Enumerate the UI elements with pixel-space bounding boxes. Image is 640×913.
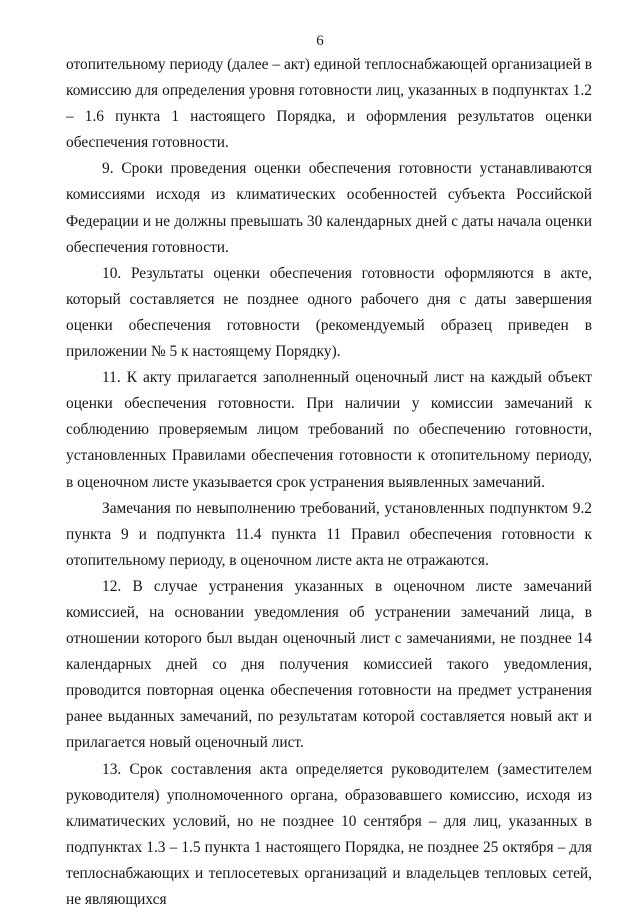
page-number: 6 <box>316 33 324 49</box>
paragraph-continuation: отопительному периоду (далее – акт) единой теплоснабжающей организацией в комиссию для определения уровня готовности лиц, указанных в подпунктах 1.2 – 1.6 пункта 1 настоящего Порядка, и оформления результатов оценки обеспечения готовности. <box>66 56 592 152</box>
paragraph-12: 12. В случае устранения указанных в оценочном листе замечаний комиссией, на основании уведомления об устранении замечаний лица, в отношении которого был выдан оценочный лист с замечаниями, не позднее 14 календарных дней со дня получения комиссией такого уведомления, проводится повторная оценка обеспечения готовности на предмет устранения ранее выданных замечаний, по результатам которой составляется новый акт и прилагается новый оценочный лист. <box>66 577 592 752</box>
document-body <box>66 52 592 913</box>
paragraph-11-note: Замечания по невыполнению требований, установленных подпунктом 9.2 пункта 9 и подпункта 11.4 пункта 11 Правил обеспечения готовности к отопительному периоду, в оценочном листе акта не отражаются. <box>66 499 592 569</box>
paragraph-9: 9. Сроки проведения оценки обеспечения готовности устанавливаются комиссиями исходя из климатических особенностей субъекта Российской Федерации и не должны превышать 30 календарных дней с даты начала оценки обеспечения готовности. <box>66 160 592 256</box>
paragraph-13: 13. Срок составления акта определяется руководителем (заместителем руководителя) уполномоченного органа, образовавшего комиссию, исходя из климатических условий, но не позднее 10 сентября – для лиц, указанных в подпунктах 1.3 – 1.5 пункта 1 настоящего Порядка, не позднее 25 октября – для теплоснабжающих и теплосетевых организаций и владельцев тепловых сетей, не являющихся <box>66 760 592 908</box>
paragraph-11: 11. К акту прилагается заполненный оценочный лист на каждый объект оценки обеспечения готовности. При наличии у комиссии замечаний к соблюдению проверяемым лицом требований по обеспечению готовности, установленных Правилами обеспечения готовности к отопительному периоду, в оценочном листе указывается срок устранения выявленных замечаний. <box>66 369 592 491</box>
paragraph-10: 10. Результаты оценки обеспечения готовности оформляются в акте, который составляется не позднее одного рабочего дня с даты завершения оценки обеспечения готовности (рекомендуемый образец приведен в приложении № 5 к настоящему Порядку). <box>66 264 592 361</box>
